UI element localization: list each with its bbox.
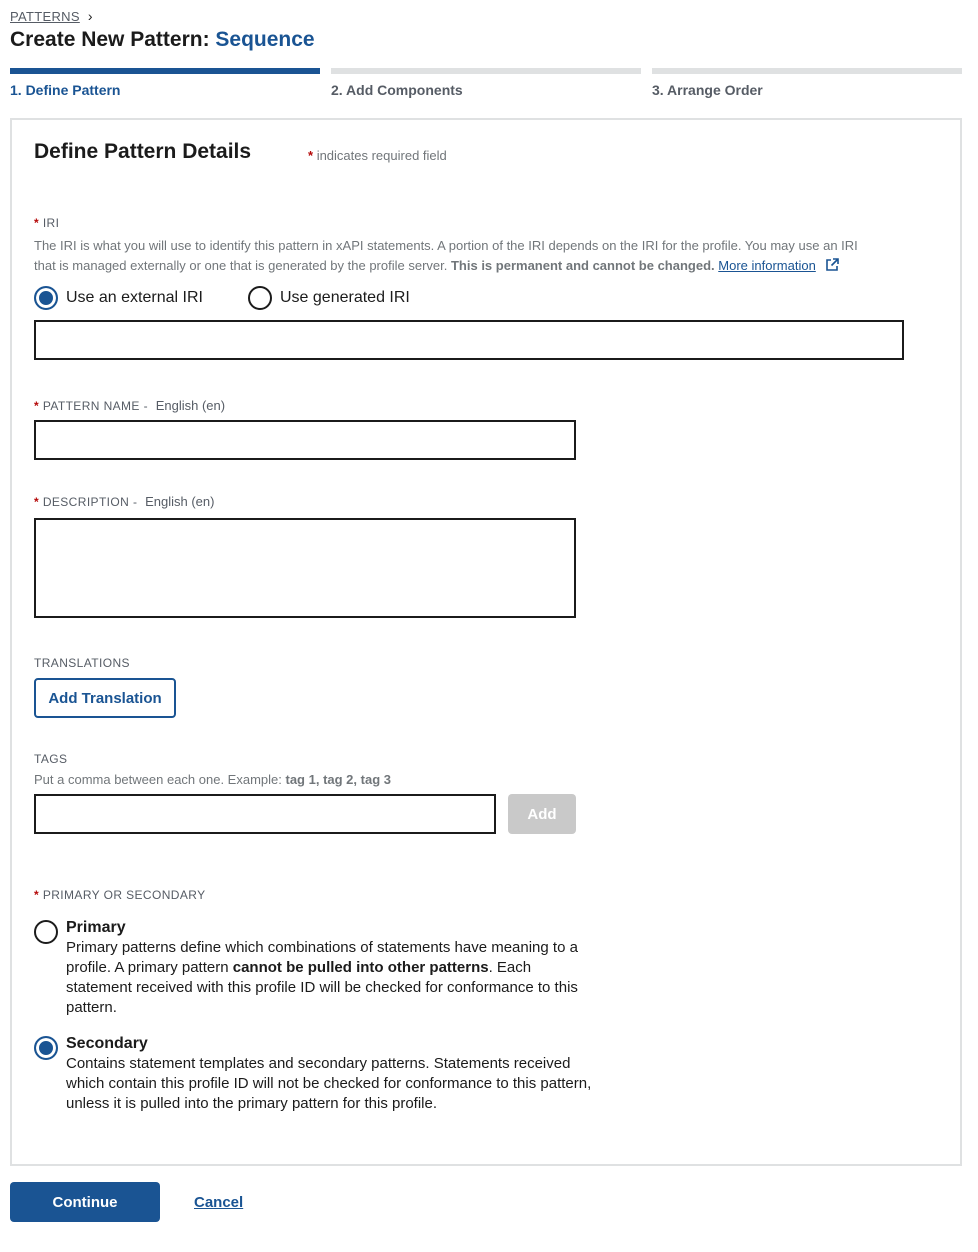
step-arrange-order	[652, 68, 962, 98]
required-asterisk: *	[34, 216, 40, 230]
radio-secondary[interactable]	[34, 1034, 594, 1114]
iri-label-text: IRI	[42, 216, 60, 230]
more-information-link[interactable]: More information	[718, 258, 816, 273]
radio-button-checked[interactable]	[34, 286, 58, 310]
primary-desc-part: Primary patterns define which combinations of statements have meaning to a profile. A primary pattern	[66, 939, 578, 976]
pattern-name-label-text: PATTERN NAME -	[42, 399, 148, 413]
primary-desc-part: . Each statement received with this profile ID will be checked for conformance to this pattern.	[66, 959, 578, 1016]
pattern-name-label	[34, 398, 225, 413]
language-label: English (en)	[145, 494, 215, 509]
radio-primary-description	[66, 938, 594, 1018]
radio-secondary-title: Secondary	[66, 1035, 148, 1052]
iri-help-text	[34, 236, 874, 276]
description-label	[34, 494, 214, 509]
radio-secondary-description: Contains statement templates and secondary patterns. Statements received which contain this profile ID will not be checked for conformance to this pattern, unless it is pulled into the primary pattern for this profile.	[66, 1055, 592, 1112]
iri-label	[34, 216, 59, 230]
pattern-name-input[interactable]	[34, 420, 576, 460]
required-note-text: indicates required field	[316, 148, 447, 163]
add-translation-button[interactable]: Add Translation	[34, 678, 176, 718]
breadcrumb-patterns-link[interactable]: PATTERNS	[10, 8, 80, 24]
description-label-text: DESCRIPTION -	[42, 495, 138, 509]
radio-external-iri[interactable]	[34, 286, 203, 310]
radio-button[interactable]	[248, 286, 272, 310]
required-field-note	[308, 148, 447, 163]
breadcrumb	[10, 8, 92, 24]
step-progress-bar	[652, 68, 962, 74]
step-define-pattern	[10, 68, 320, 98]
continue-button[interactable]: Continue	[10, 1182, 160, 1222]
tags-label: TAGS	[34, 752, 68, 766]
define-pattern-panel	[10, 118, 962, 1166]
radio-button[interactable]	[34, 920, 58, 944]
page-title	[10, 28, 315, 52]
translations-label: TRANSLATIONS	[34, 656, 130, 670]
step-add-components	[331, 68, 641, 98]
step-label: 3. Arrange Order	[652, 82, 763, 98]
radio-secondary-text	[66, 1034, 594, 1114]
primary-secondary-label-text: PRIMARY OR SECONDARY	[42, 888, 206, 902]
radio-label: Use an external IRI	[66, 289, 203, 306]
step-label: 1. Define Pattern	[10, 82, 121, 98]
external-link-icon[interactable]	[825, 258, 839, 272]
step-progress-bar	[10, 68, 320, 74]
language-label: English (en)	[155, 398, 226, 413]
step-progress-bar	[331, 68, 641, 74]
radio-primary-title: Primary	[66, 919, 126, 936]
required-asterisk: *	[34, 888, 40, 902]
add-tag-button[interactable]: Add	[508, 794, 576, 834]
required-asterisk: *	[308, 148, 314, 163]
required-asterisk: *	[34, 495, 40, 509]
radio-primary[interactable]	[34, 918, 594, 1018]
tags-input[interactable]	[34, 794, 496, 834]
cancel-link[interactable]: Cancel	[194, 1194, 244, 1211]
radio-primary-text	[66, 918, 594, 1018]
primary-desc-bold: cannot be pulled into other patterns	[232, 959, 489, 976]
tags-help-example: tag 1, tag 2, tag 3	[285, 772, 391, 787]
section-title: Define Pattern Details	[34, 140, 252, 163]
tags-help-text	[34, 770, 391, 790]
iri-input[interactable]	[34, 320, 904, 360]
chevron-right-icon: ›	[87, 8, 93, 24]
iri-help-body: The IRI is what you will use to identify this pattern in xAPI statements. A portion of the IRI depends on the IRI for the profile. You may use an IRI that is managed externally or one that is generated by the profile server.	[34, 238, 858, 273]
description-textarea[interactable]	[34, 518, 576, 618]
radio-generated-iri[interactable]	[248, 286, 410, 310]
page-title-prefix: Create New Pattern:	[10, 28, 210, 51]
iri-help-warning: This is permanent and cannot be changed.	[450, 258, 715, 273]
tags-help-prefix: Put a comma between each one. Example:	[34, 772, 282, 787]
primary-secondary-label	[34, 888, 206, 902]
step-label: 2. Add Components	[331, 82, 463, 98]
page-title-pattern-type: Sequence	[215, 28, 315, 51]
radio-label: Use generated IRI	[280, 289, 410, 306]
required-asterisk: *	[34, 399, 40, 413]
radio-button-checked[interactable]	[34, 1036, 58, 1060]
step-indicator	[10, 68, 962, 104]
